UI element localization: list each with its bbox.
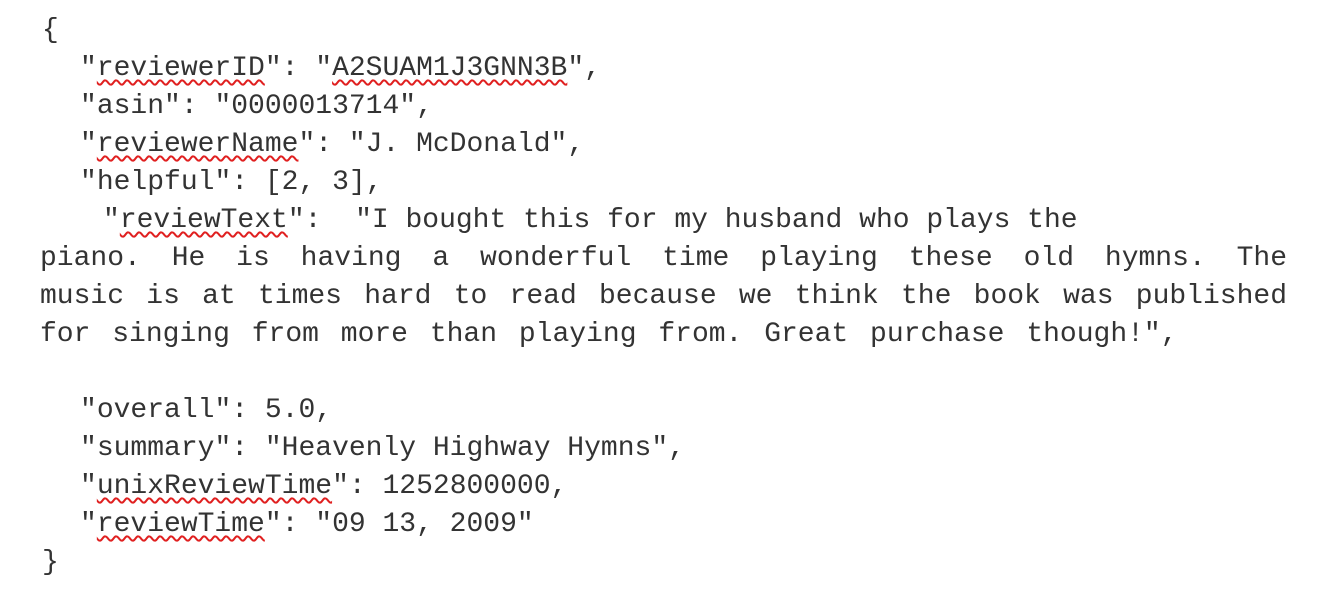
field-key: overall (96, 395, 215, 426)
review-text-continuation: piano. He is having a wonderful time playing these old hymns. The music is at times hard to read because we think the book was published for singing from more than playing from. Great purchase though!", (40, 243, 1287, 350)
field-unix-review-time: "unixReviewTime": 1252800000, (80, 471, 568, 502)
field-review-time: "reviewTime": "09 13, 2009" (80, 509, 534, 540)
field-value: A2SUAM1J3GNN3B (332, 53, 568, 84)
field-key: helpful (96, 167, 215, 198)
open-brace: { (42, 15, 59, 46)
field-key: reviewTime (96, 509, 265, 540)
field-value: [2, 3] (264, 167, 366, 198)
field-key: reviewText (119, 205, 288, 236)
field-key: summary (96, 433, 215, 464)
field-value: 1252800000 (382, 471, 551, 502)
close-brace: } (42, 547, 59, 578)
field-value: J. McDonald (365, 129, 551, 160)
field-value: Heavenly Highway Hymns (281, 433, 652, 464)
field-summary: "summary": "Heavenly Highway Hymns", (80, 433, 685, 464)
field-value: 0000013714 (231, 91, 400, 122)
field-value: 5.0 (264, 395, 316, 426)
field-overall: "overall": 5.0, (80, 395, 333, 426)
field-reviewer-name: "reviewerName": "J. McDonald", (80, 129, 585, 160)
field-review-text: "reviewText": "I bought this for my husband who plays the (103, 205, 1078, 236)
field-asin: "asin": "0000013714", (80, 91, 433, 122)
field-key: reviewerID (96, 53, 265, 84)
field-value: 09 13, 2009 (332, 509, 517, 540)
field-helpful: "helpful": [2, 3], (80, 167, 383, 198)
review-text-first-line: "I bought this for my husband who plays the (355, 205, 1078, 236)
field-key: asin (96, 91, 165, 122)
field-reviewer-id: "reviewerID": "A2SUAM1J3GNN3B", (80, 53, 601, 84)
field-key: reviewerName (96, 129, 299, 160)
field-key: unixReviewTime (96, 471, 333, 502)
